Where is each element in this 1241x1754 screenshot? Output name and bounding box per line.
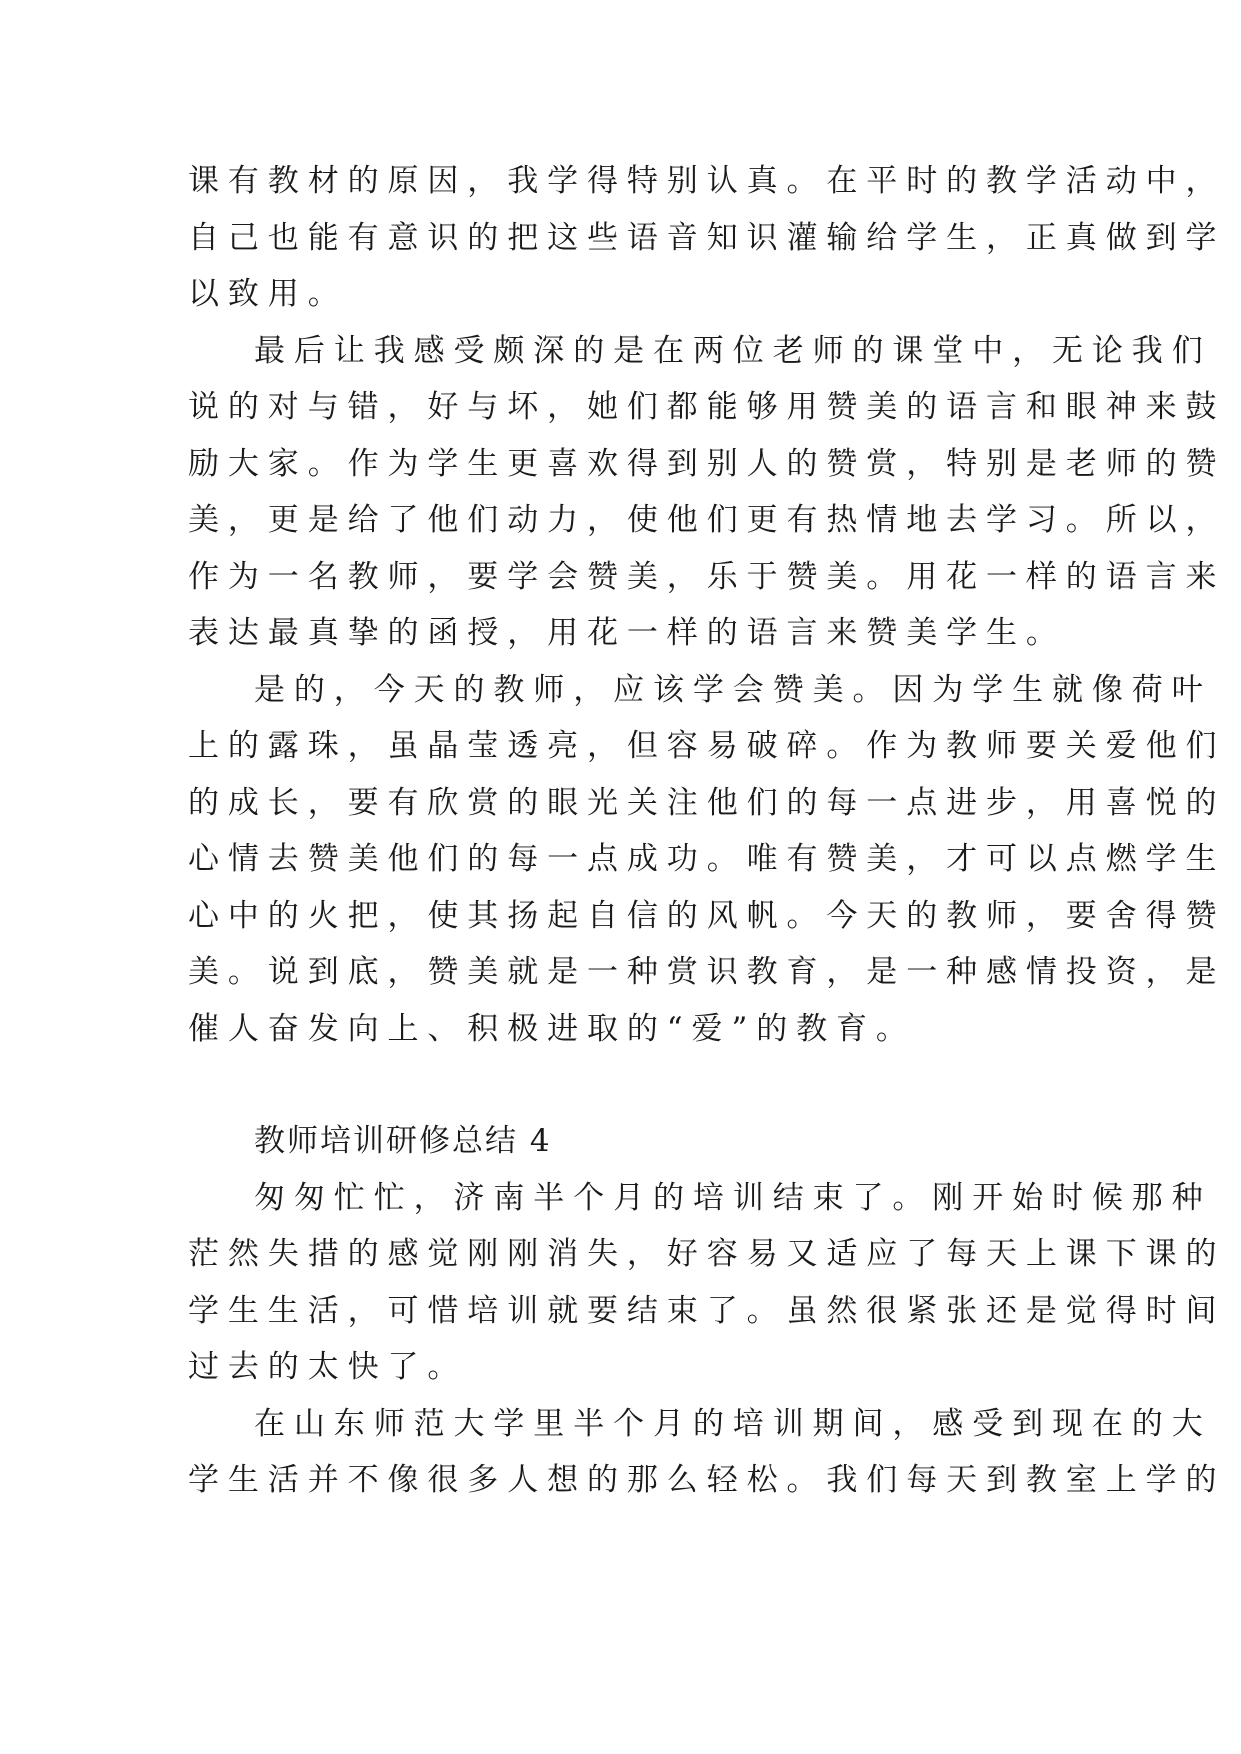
section-heading: 教师培训研修总结 4	[254, 1123, 552, 1159]
paragraph-line: 以致用。	[188, 276, 348, 312]
paragraph-line: 过去的太快了。	[188, 1349, 468, 1385]
paragraph-line: 茫然失措的感觉刚刚消失，好容易又适应了每天上课下课的	[188, 1236, 1226, 1272]
section-spacer	[188, 1057, 1068, 1113]
paragraph-line: 最后让我感受颇深的是在两位老师的课堂中，无论我们	[254, 332, 1212, 369]
paragraph-2	[188, 323, 1226, 662]
paragraph-line: 的成长，要有欣赏的眼光关注他们的每一点进步，用喜悦的	[188, 784, 1226, 821]
paragraph-line: 上的露珠，虽晶莹透亮，但容易破碎。作为教师要关爱他们	[188, 728, 1226, 764]
paragraph-line: 学生生活，可惜培训就要结束了。虽然很紧张还是觉得时间	[188, 1292, 1226, 1329]
paragraph-line: 表达最真挚的函授，用花一样的语言来赞美学生。	[188, 615, 1066, 651]
paragraph-line: 心情去赞美他们的每一点成功。唯有赞美，才可以点燃学生	[188, 841, 1226, 877]
document-body	[188, 153, 1226, 1509]
paragraph-line: 说的对与错，好与坏，她们都能够用赞美的语言和眼神来鼓	[188, 389, 1226, 425]
paragraph-3	[188, 662, 1226, 1058]
paragraph-4	[188, 1170, 1226, 1396]
paragraph-line: 学生活并不像很多人想的那么轻松。我们每天到教室上学的	[188, 1462, 1226, 1498]
paragraph-line: 课有教材的原因，我学得特别认真。在平时的教学活动中，	[188, 163, 1226, 199]
paragraph-line: 心中的火把，使其扬起自信的风帆。今天的教师，要舍得赞	[188, 897, 1226, 934]
paragraph-line: 美。说到底，赞美就是一种赏识教育，是一种感情投资，是	[188, 954, 1226, 990]
paragraph-1	[188, 153, 1226, 323]
paragraph-line: 是的，今天的教师，应该学会赞美。因为学生就像荷叶	[254, 671, 1212, 708]
paragraph-line: 在山东师范大学里半个月的培训期间，感受到现在的大	[254, 1405, 1212, 1442]
paragraph-line: 自己也能有意识的把这些语音知识灌输给学生，正真做到学	[188, 219, 1226, 256]
paragraph-line: 励大家。作为学生更喜欢得到别人的赞赏，特别是老师的赞	[188, 445, 1226, 482]
paragraph-line: 美，更是给了他们动力，使他们更有热情地去学习。所以，	[188, 502, 1226, 538]
paragraph-line: 匆匆忙忙，济南半个月的培训结束了。刚开始时候那种	[254, 1179, 1212, 1216]
paragraph-5	[188, 1396, 1226, 1509]
paragraph-line: 作为一名教师，要学会赞美，乐于赞美。用花一样的语言来	[188, 558, 1226, 595]
paragraph-line: 催人奋发向上、积极进取的“爱”的教育。	[188, 1010, 916, 1047]
